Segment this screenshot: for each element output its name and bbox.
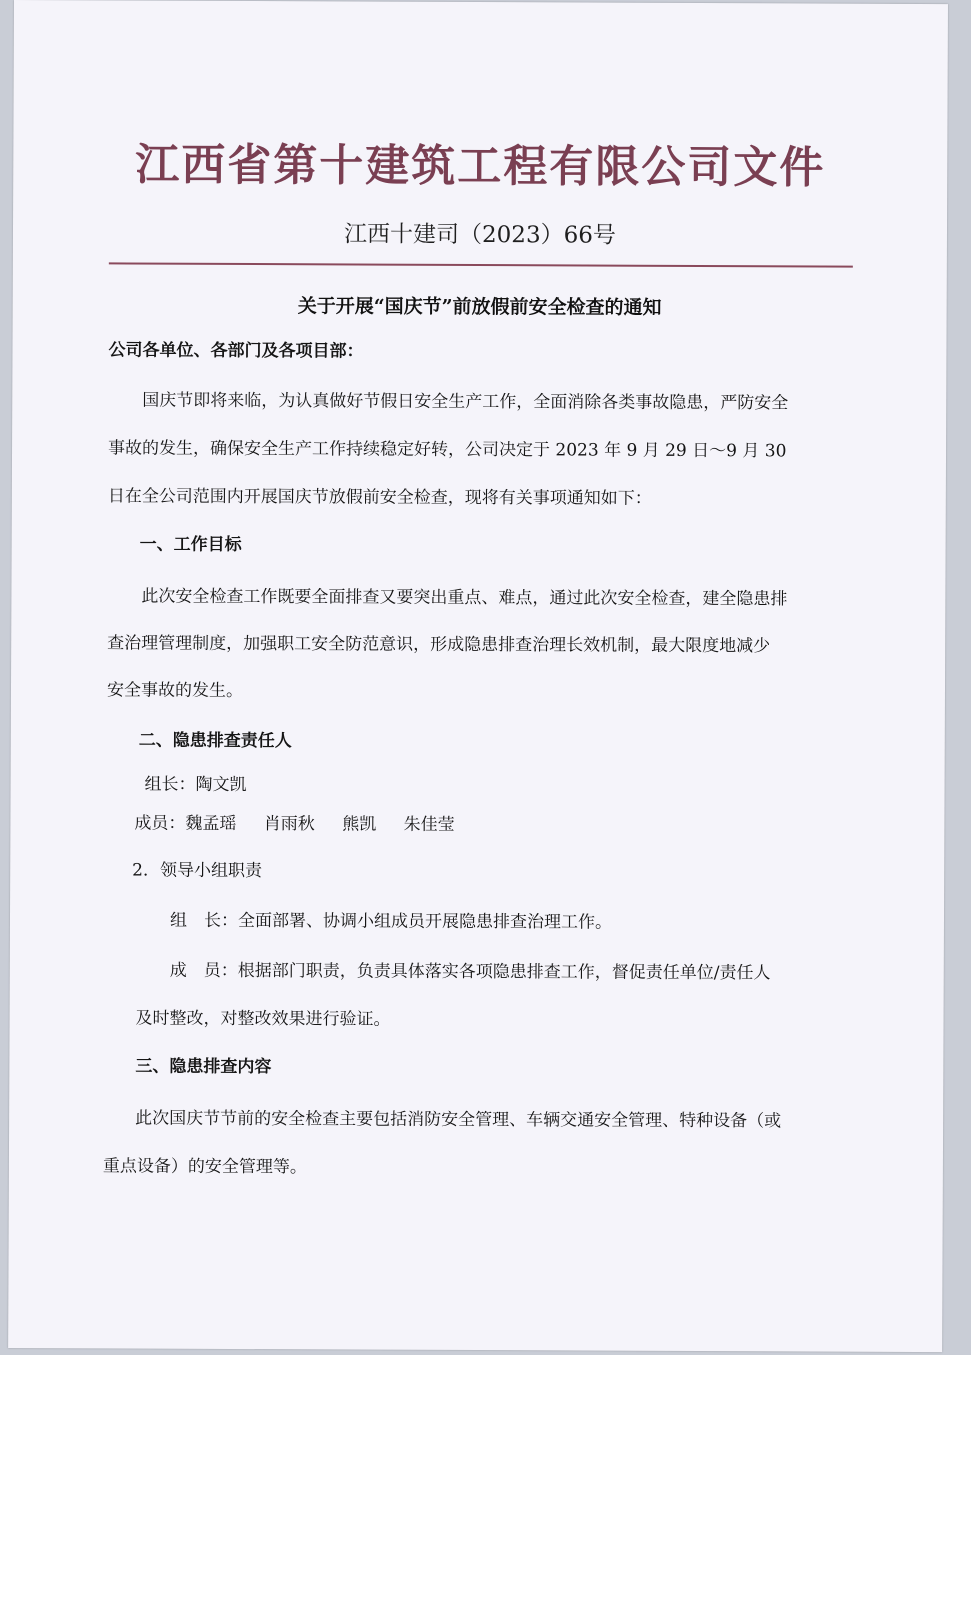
member-name: 熊凯 [342,814,377,835]
company-file-header: 江西省第十建筑工程有限公司文件 [135,139,826,194]
member-duty: 及时整改，对整改效果进行验证。 [135,1008,391,1030]
document-page [8,0,948,1352]
leader-line: 组长：陶文凯 [144,774,247,796]
section1-heading: 一、工作目标 [139,534,242,555]
section1-line: 此次安全检查工作既要全面排查又要突出重点、难点，通过此次安全检查，建全隐患排 [141,586,788,610]
section3-heading: 三、隐患排查内容 [135,1056,272,1078]
leader-duty: 组 长：全面部署、协调小组成员开展隐患排查治理工作。 [169,910,613,933]
member-name: 朱佳莹 [403,814,455,835]
section3-line: 此次国庆节节前的安全检查主要包括消防安全管理、车辆交通安全管理、特种设备（或 [135,1108,782,1132]
section3-line: 重点设备）的安全管理等。 [102,1156,307,1178]
intro-line: 事故的发生，确保安全生产工作持续稳定好转，公司决定于 2023 年 9 月 29 日～9 月 30 [108,438,787,462]
section2-heading: 二、隐患排查责任人 [138,730,292,752]
members-line [134,813,455,835]
document-number: 江西十建司（2023）66号 [344,221,616,249]
section1-line: 查治理管理制度，加强职工安全防范意识，形成隐患排查治理长效机制，最大限度地减少 [107,633,771,657]
salutation: 公司各单位、各部门及各项目部： [108,340,364,362]
member-duty: 成 员：根据部门职责，负责具体落实各项隐患排查工作，督促责任单位/责任人 [169,960,771,984]
section1-line: 安全事故的发生。 [106,680,244,702]
member-name: 肖雨秋 [263,814,315,835]
notice-title: 关于开展“国庆节”前放假前安全检查的通知 [297,295,662,319]
section2-subheading: 2．领导小组职责 [132,860,263,882]
intro-line: 国庆节即将来临，为认真做好节假日安全生产工作，全面消除各类事故隐患，严防安全 [142,390,789,414]
intro-line: 日在全公司范围内开展国庆节放假前安全检查，现将有关事项通知如下： [107,486,652,509]
header-divider [109,262,853,267]
members-label: 成员：魏孟瑶 [134,813,237,834]
